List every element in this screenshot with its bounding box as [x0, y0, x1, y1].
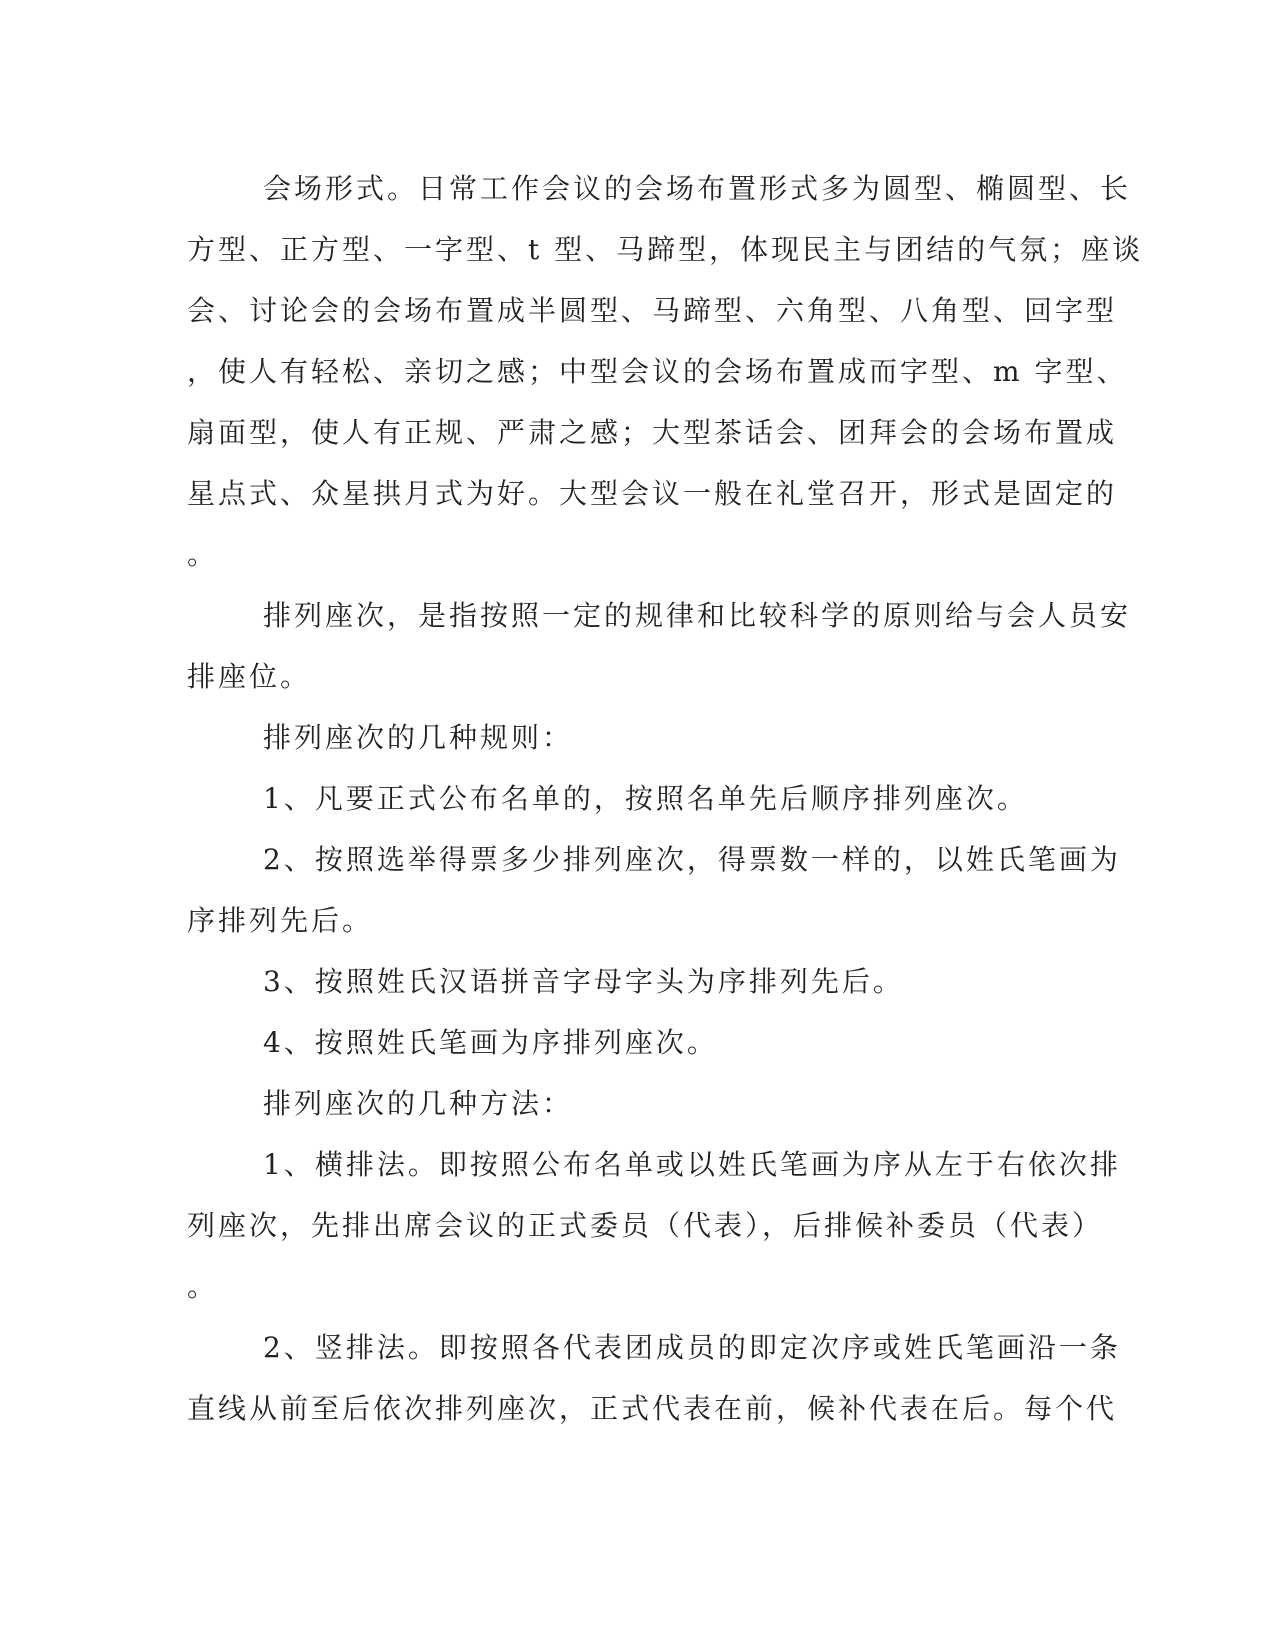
text-line: 星点式、众星拱月式为好。大型会议一般在礼堂召开，形式是固定的 [187, 477, 1118, 510]
text-line: 直线从前至后依次排列座次，正式代表在前，候补代表在后。每个代 [187, 1392, 1118, 1425]
list-item: 3、按照姓氏汉语拼音字母字头为序排列先后。 [263, 965, 904, 998]
text-line: 。 [187, 538, 219, 571]
text-line: 会场形式。日常工作会议的会场布置形式多为圆型、椭圆型、长 [263, 172, 1132, 205]
text-line: 方型、正方型、一字型、t 型、马蹄型，体现民主与团结的气氛；座谈 [187, 233, 1144, 266]
section-heading: 排列座次的几种方法： [263, 1087, 574, 1120]
text-line: 排列座次，是指按照一定的规律和比较科学的原则给与会人员安 [263, 599, 1132, 632]
section-heading: 排列座次的几种规则： [263, 721, 574, 754]
list-item: 2、按照选举得票多少排列座次，得票数一样的，以姓氏笔画为 [263, 843, 1121, 876]
document-body [187, 158, 1144, 1439]
list-item: 1、凡要正式公布名单的，按照名单先后顺序排列座次。 [263, 782, 1028, 815]
text-line: 扇面型，使人有正规、严肃之感；大型茶话会、团拜会的会场布置成 [187, 416, 1118, 449]
text-line: 。 [187, 1270, 219, 1303]
text-line: 会、讨论会的会场布置成半圆型、马蹄型、六角型、八角型、回字型 [187, 294, 1118, 327]
text-line: ，使人有轻松、亲切之感；中型会议的会场布置成而字型、m 字型、 [187, 355, 1128, 388]
text-line: 序排列先后。 [187, 904, 374, 937]
text-line: 列座次，先排出席会议的正式委员（代表），后排候补委员（代表） [187, 1209, 1104, 1242]
list-item: 1、横排法。即按照公布名单或以姓氏笔画为序从左于右依次排 [263, 1148, 1121, 1181]
list-item: 4、按照姓氏笔画为序排列座次。 [263, 1026, 718, 1059]
list-item: 2、竖排法。即按照各代表团成员的即定次序或姓氏笔画沿一条 [263, 1331, 1121, 1364]
text-line: 排座位。 [187, 660, 312, 693]
